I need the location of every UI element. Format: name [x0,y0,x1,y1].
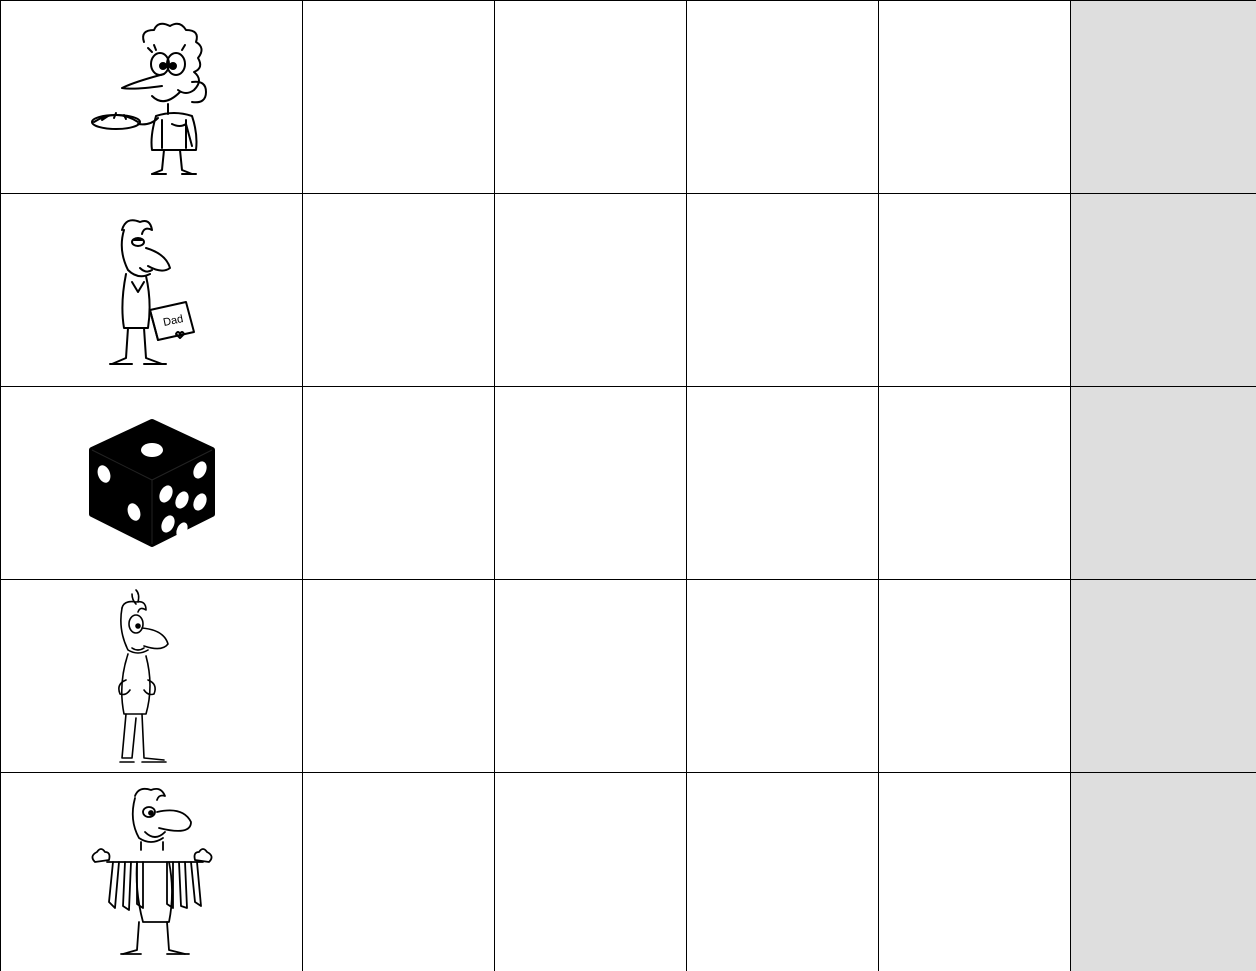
shaded-cell [1071,773,1256,971]
man-hands-on-hips-cartoon [92,584,212,769]
blank-cell[interactable] [303,387,495,580]
blank-cell[interactable] [303,194,495,387]
blank-cell[interactable] [879,580,1071,773]
blank-cell[interactable] [495,773,687,971]
table-row [1,773,1256,971]
shaded-cell [1071,194,1256,387]
table-row [1,580,1256,773]
picture-cell [1,1,303,194]
picture-cell [1,580,303,773]
blank-cell[interactable] [879,773,1071,971]
table-row [1,1,1256,194]
blank-cell[interactable] [303,1,495,194]
blank-cell[interactable] [495,387,687,580]
blank-cell[interactable] [879,194,1071,387]
picture-cell [1,387,303,580]
blank-cell[interactable] [687,1,879,194]
blank-cell[interactable] [879,1,1071,194]
woman-holding-pie-cartoon [72,12,232,182]
blank-cell[interactable] [687,194,879,387]
blank-cell[interactable] [687,773,879,971]
svg-text:Dad: Dad [162,313,184,329]
picture-cell [1,773,303,971]
blank-cell[interactable] [303,580,495,773]
blank-cell[interactable] [495,1,687,194]
black-die-icon [82,418,222,548]
table-row [1,194,1256,387]
blank-cell[interactable] [495,194,687,387]
picture-cell [1,194,303,387]
blank-cell[interactable] [495,580,687,773]
blank-cell[interactable] [303,773,495,971]
man-showing-ties-cartoon [77,782,227,962]
blank-cell[interactable] [879,387,1071,580]
blank-cell[interactable] [687,580,879,773]
shaded-cell [1071,1,1256,194]
man-holding-dad-card-cartoon [92,210,212,370]
blank-cell[interactable] [687,387,879,580]
table-row [1,387,1256,580]
shaded-cell [1071,580,1256,773]
shaded-cell [1071,387,1256,580]
